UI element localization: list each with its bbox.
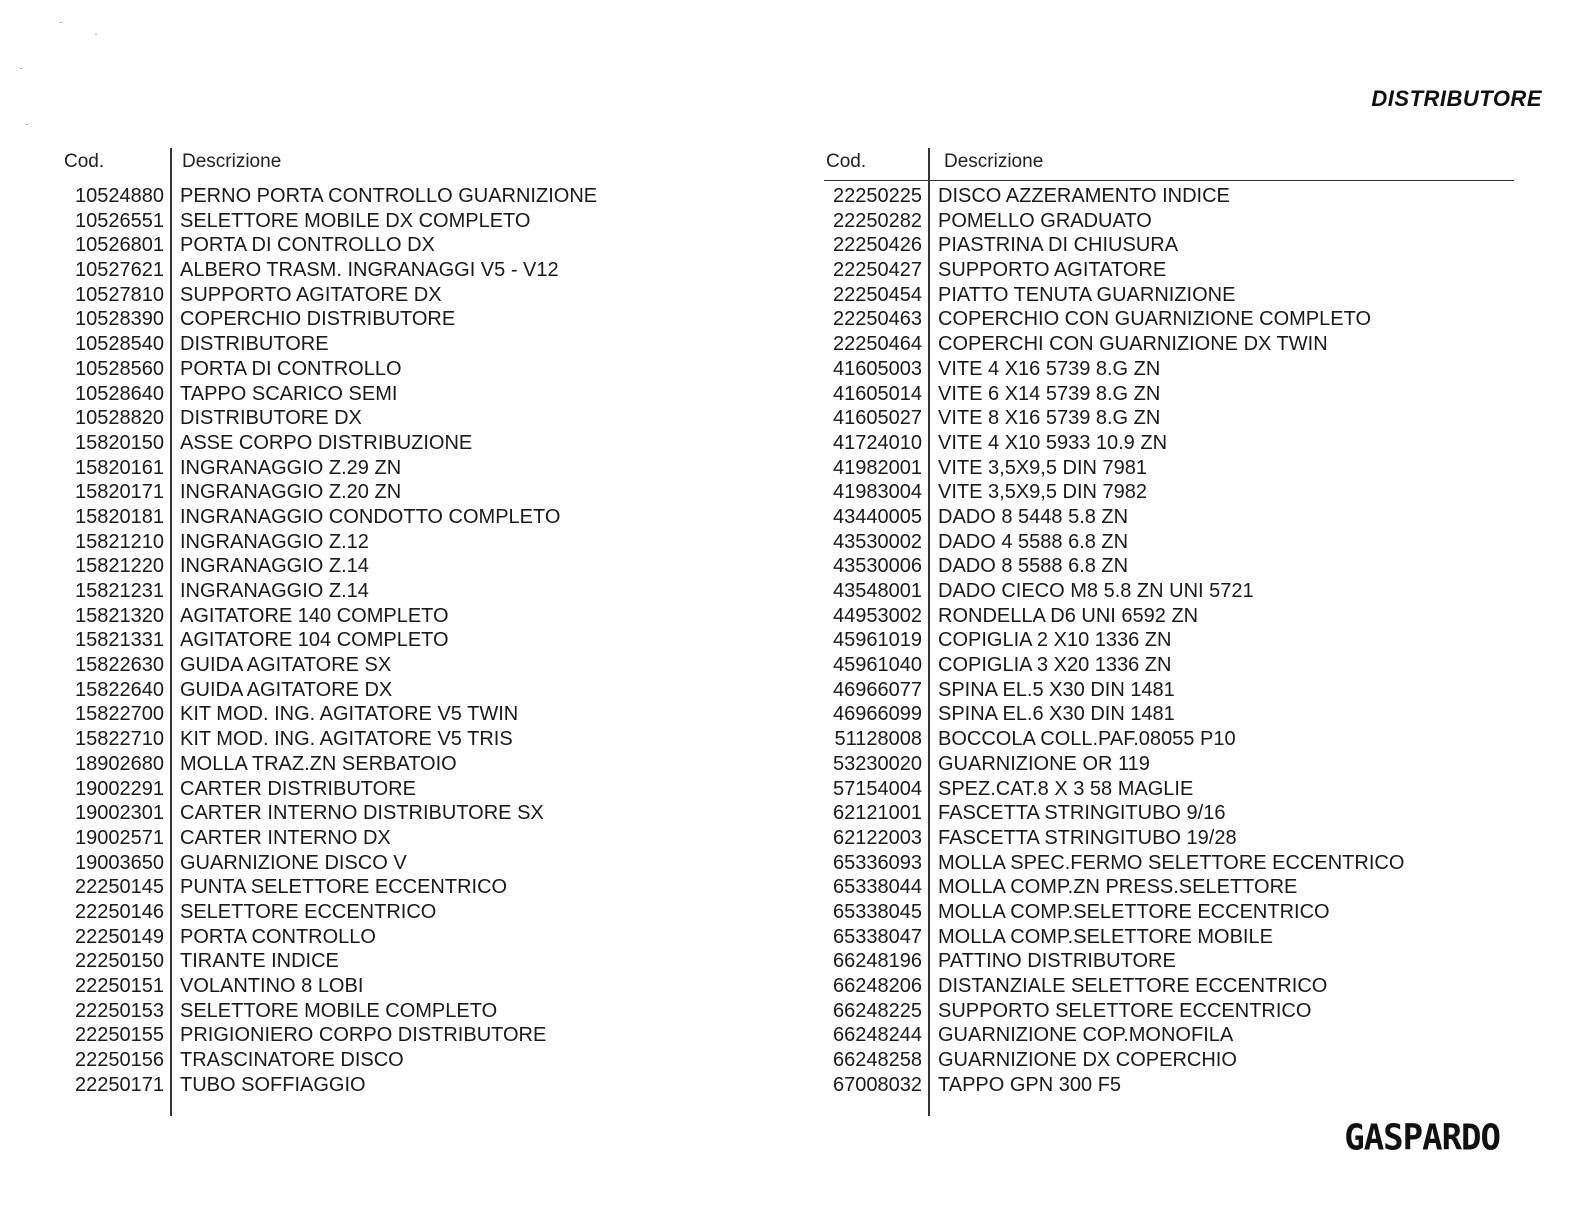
part-code: 43440005 [833,505,922,528]
part-description: SUPPORTO SELETTORE ECCENTRICO [938,999,1312,1022]
table-row [62,307,822,332]
table-row [62,949,822,974]
part-code: 19002291 [75,777,164,800]
part-code: 57154004 [833,777,922,800]
header-cod: Cod. [64,151,105,172]
part-description: PORTA DI CONTROLLO DX [180,234,435,257]
table-row [824,826,1514,851]
table-row [62,184,822,209]
part-code: 10528560 [75,357,164,380]
part-description: FASCETTA STRINGITUBO 19/28 [938,826,1237,849]
part-description: CARTER DISTRIBUTORE [180,777,416,800]
part-code: 18902680 [75,752,164,775]
part-code: 46966099 [833,703,922,726]
part-code: 22250155 [75,1024,164,1047]
table-row [824,382,1514,407]
part-description: INGRANAGGIO Z.14 [180,555,369,578]
part-description: DADO 8 5448 5.8 ZN [938,505,1129,528]
table-row [62,505,822,530]
part-code: 41605003 [833,357,922,380]
table-row [62,579,822,604]
part-code: 15821231 [75,580,164,602]
table-row [62,554,822,579]
table-row [824,332,1514,357]
part-code: 65336093 [833,851,922,874]
table-row [824,949,1514,974]
part-code: 45961040 [833,654,922,677]
part-code: 41982001 [833,456,922,479]
part-code: 10528390 [75,308,164,331]
part-code: 66248258 [833,1049,922,1072]
part-description: VITE 3,5X9,5 DIN 7982 [938,481,1148,504]
part-code: 15820171 [75,481,164,504]
part-description: FASCETTA STRINGITUBO 9/16 [938,802,1226,825]
table-row [62,702,822,727]
table-row [62,1073,822,1098]
table-row [824,579,1514,604]
part-code: 22250145 [75,876,164,899]
part-code: 15820181 [75,505,164,528]
part-code: 15820161 [75,456,164,479]
part-code: 22250153 [75,999,164,1022]
part-description: RONDELLA D6 UNI 6592 ZN [938,604,1199,627]
part-code: 10526801 [75,234,164,257]
part-code: 15822710 [75,728,164,751]
part-description: AGITATORE 140 COMPLETO [180,604,449,627]
part-description: SUPPORTO AGITATORE [938,259,1167,282]
scan-speck [95,34,97,35]
table-row [62,999,822,1024]
table-row [824,357,1514,382]
part-code: 53230020 [833,752,922,775]
part-code: 10528540 [75,333,164,356]
table-row [62,801,822,826]
table-row [62,382,822,407]
part-description: TUBO SOFFIAGGIO [180,1073,366,1096]
table-row [824,727,1514,752]
part-description: COPERCHIO DISTRIBUTORE [180,308,456,331]
part-description: CARTER INTERNO DX [180,826,391,849]
table-row [62,777,822,802]
table-row [62,1048,822,1073]
part-code: 43530002 [833,530,922,553]
part-description: DADO CIECO M8 5.8 ZN UNI 5721 [938,580,1254,602]
table-row [824,875,1514,900]
part-description: VITE 3,5X9,5 DIN 7981 [938,456,1148,479]
table-row [824,307,1514,332]
part-code: 22250282 [833,209,922,232]
part-description: GUARNIZIONE OR 119 [938,752,1150,775]
table-header-left [62,148,822,180]
part-code: 15821320 [75,604,164,627]
part-description: PERNO PORTA CONTROLLO GUARNIZIONE [180,185,598,207]
part-code: 22250146 [75,900,164,923]
part-code: 15821331 [75,629,164,652]
part-code: 66248206 [833,975,922,997]
part-code: 15821220 [75,555,164,578]
table-row [62,851,822,876]
part-code: 62121001 [833,802,922,825]
table-row [62,875,822,900]
part-code: 41983004 [833,481,922,504]
table-row [824,851,1514,876]
part-description: INGRANAGGIO Z.14 [180,580,369,602]
table-row [824,283,1514,308]
part-description: GUARNIZIONE COP.MONOFILA [938,1024,1234,1047]
part-description: MOLLA SPEC.FERMO SELETTORE ECCENTRICO [938,851,1405,874]
part-description: VITE 8 X16 5739 8.G ZN [938,407,1161,430]
part-code: 62122003 [833,826,922,849]
part-code: 66248244 [833,1024,922,1047]
table-row [62,900,822,925]
part-description: INGRANAGGIO CONDOTTO COMPLETO [180,505,561,528]
part-description: PUNTA SELETTORE ECCENTRICO [180,876,508,899]
table-row [824,1023,1514,1048]
part-code: 41605027 [833,407,922,430]
table-row [824,233,1514,258]
table-row [62,283,822,308]
part-description: VITE 4 X10 5933 10.9 ZN [938,431,1168,454]
table-row [824,801,1514,826]
table-row [824,604,1514,629]
part-description: COPERCHIO CON GUARNIZIONE COMPLETO [938,308,1372,331]
table-row [824,456,1514,481]
part-code: 43548001 [833,580,922,602]
table-row [824,974,1514,999]
part-description: MOLLA COMP.SELETTORE MOBILE [938,925,1273,948]
table-row [62,826,822,851]
table-row [62,653,822,678]
part-description: GUIDA AGITATORE SX [180,654,392,677]
part-description: INGRANAGGIO Z.12 [180,530,369,553]
part-code: 41605014 [833,382,922,405]
part-code: 22250225 [833,185,922,207]
scan-speck [26,124,28,125]
part-description: MOLLA TRAZ.ZN SERBATOIO [180,752,457,775]
part-description: COPIGLIA 3 X20 1336 ZN [938,654,1172,677]
part-code: 15821210 [75,530,164,553]
part-description: TIRANTE INDICE [180,950,339,973]
part-code: 65338047 [833,925,922,948]
part-description: SPEZ.CAT.8 X 3 58 MAGLIE [938,777,1194,800]
parts-table-left [62,148,822,1096]
part-code: 46966077 [833,678,922,701]
part-description: BOCCOLA COLL.PAF.08055 P10 [938,728,1236,751]
part-code: 44953002 [833,604,922,627]
header-descrizione: Descrizione [944,151,1044,172]
part-code: 10526551 [75,209,164,232]
part-description: DISTANZIALE SELETTORE ECCENTRICO [938,975,1328,997]
table-row [824,628,1514,653]
table-row [824,653,1514,678]
table-row [62,925,822,950]
part-code: 67008032 [833,1073,922,1096]
part-description: VITE 4 X16 5739 8.G ZN [938,357,1161,380]
part-description: GUARNIZIONE DISCO V [180,851,407,874]
table-row [824,209,1514,234]
part-code: 51128008 [834,728,922,751]
table-row [62,258,822,283]
table-row [824,406,1514,431]
table-row [62,1023,822,1048]
table-row [824,184,1514,209]
part-code: 22250151 [75,975,164,997]
table-row [62,332,822,357]
part-description: CARTER INTERNO DISTRIBUTORE SX [180,802,544,825]
table-row [62,406,822,431]
part-description: ALBERO TRASM. INGRANAGGI V5 - V12 [180,259,559,282]
part-description: SELETTORE MOBILE DX COMPLETO [180,209,531,232]
table-body-left [62,184,822,1097]
part-description: INGRANAGGIO Z.29 ZN [180,456,402,479]
table-row [824,925,1514,950]
table-row [62,480,822,505]
part-description: VITE 6 X14 5739 8.G ZN [938,382,1161,405]
part-code: 19002571 [75,826,164,849]
part-description: SELETTORE MOBILE COMPLETO [180,999,498,1022]
part-code: 22250156 [75,1049,164,1072]
part-code: 10528640 [75,382,164,405]
part-code: 10524880 [75,185,164,207]
table-row [824,530,1514,555]
part-code: 22250464 [833,333,922,356]
part-code: 22250171 [75,1073,164,1096]
part-code: 66248225 [833,999,922,1022]
part-description: PORTA DI CONTROLLO [180,357,402,380]
part-code: 66248196 [833,950,922,973]
table-row [824,480,1514,505]
part-code: 10528820 [75,407,164,430]
part-description: MOLLA COMP.SELETTORE ECCENTRICO [938,900,1330,923]
table-row [824,777,1514,802]
table-row [824,431,1514,456]
part-description: DADO 4 5588 6.8 ZN [938,530,1129,553]
table-row [824,678,1514,703]
part-description: VOLANTINO 8 LOBI [180,975,364,997]
part-description: TRASCINATORE DISCO [180,1049,404,1072]
part-code: 15822630 [75,654,164,677]
part-code: 19002301 [75,802,164,825]
part-code: 15822700 [75,703,164,726]
part-code: 22250454 [833,283,922,306]
scan-speck [20,68,22,69]
part-description: INGRANAGGIO Z.20 ZN [180,481,402,504]
part-code: 22250426 [833,234,922,257]
part-description: KIT MOD. ING. AGITATORE V5 TWIN [180,703,519,726]
part-description: POMELLO GRADUATO [938,209,1152,232]
part-description: PIASTRINA DI CHIUSURA [938,234,1179,257]
part-description: TAPPO GPN 300 F5 [938,1073,1122,1096]
part-description: PATTINO DISTRIBUTORE [938,950,1176,973]
part-description: PRIGIONIERO CORPO DISTRIBUTORE [180,1024,547,1047]
table-row [824,258,1514,283]
page-title: DISTRIBUTORE [1371,86,1542,111]
table-row [62,727,822,752]
table-row [62,209,822,234]
part-description: PIATTO TENUTA GUARNIZIONE [938,283,1236,306]
part-description: DADO 8 5588 6.8 ZN [938,555,1129,578]
part-description: COPERCHI CON GUARNIZIONE DX TWIN [938,333,1328,356]
part-description: DISTRIBUTORE DX [180,407,362,430]
header-cod: Cod. [826,151,867,172]
part-code: 45961019 [833,629,922,652]
part-code: 19003650 [75,851,164,874]
part-description: ASSE CORPO DISTRIBUZIONE [180,431,473,454]
part-description: DISCO AZZERAMENTO INDICE [938,185,1230,207]
part-code: 10527621 [75,259,164,282]
part-code: 15822640 [75,678,164,701]
part-description: SUPPORTO AGITATORE DX [180,283,442,306]
table-row [824,1048,1514,1073]
table-row [824,900,1514,925]
part-code: 22250149 [75,925,164,948]
parts-table-right [824,148,1514,1096]
part-code: 22250463 [833,308,922,331]
part-description: MOLLA COMP.ZN PRESS.SELETTORE [938,876,1298,899]
part-code: 22250150 [75,950,164,973]
table-row [62,431,822,456]
part-description: COPIGLIA 2 X10 1336 ZN [938,629,1172,652]
table-row [62,974,822,999]
table-row [824,999,1514,1024]
part-description: SELETTORE ECCENTRICO [180,900,437,923]
part-code: 10527810 [75,283,164,306]
part-code: 43530006 [833,555,922,578]
part-code: 41724010 [833,431,922,454]
table-row [824,1073,1514,1098]
table-row [62,628,822,653]
part-description: PORTA CONTROLLO [180,925,376,948]
table-row [824,702,1514,727]
table-row [62,530,822,555]
part-description: SPINA EL.5 X30 DIN 1481 [938,678,1175,701]
part-description: GUARNIZIONE DX COPERCHIO [938,1049,1237,1072]
table-row [62,678,822,703]
part-code: 65338045 [833,900,922,923]
table-row [824,752,1514,777]
table-row [62,752,822,777]
table-row [62,604,822,629]
scan-speck [60,22,62,23]
part-description: DISTRIBUTORE [180,333,329,356]
part-code: 15820150 [75,431,164,454]
part-description: GUIDA AGITATORE DX [180,678,393,701]
part-description: TAPPO SCARICO SEMI [180,382,398,405]
table-row [62,357,822,382]
part-code: 22250427 [833,259,922,282]
table-row [62,233,822,258]
part-description: KIT MOD. ING. AGITATORE V5 TRIS [180,728,513,751]
brand-logo: GASPARDO [1344,1117,1500,1159]
part-description: SPINA EL.6 X30 DIN 1481 [938,703,1175,726]
part-description: AGITATORE 104 COMPLETO [180,629,449,652]
table-body-right [824,184,1514,1097]
table-row [824,554,1514,579]
table-row [62,456,822,481]
table-row [824,505,1514,530]
part-code: 65338044 [833,876,922,899]
header-descrizione: Descrizione [182,151,282,172]
